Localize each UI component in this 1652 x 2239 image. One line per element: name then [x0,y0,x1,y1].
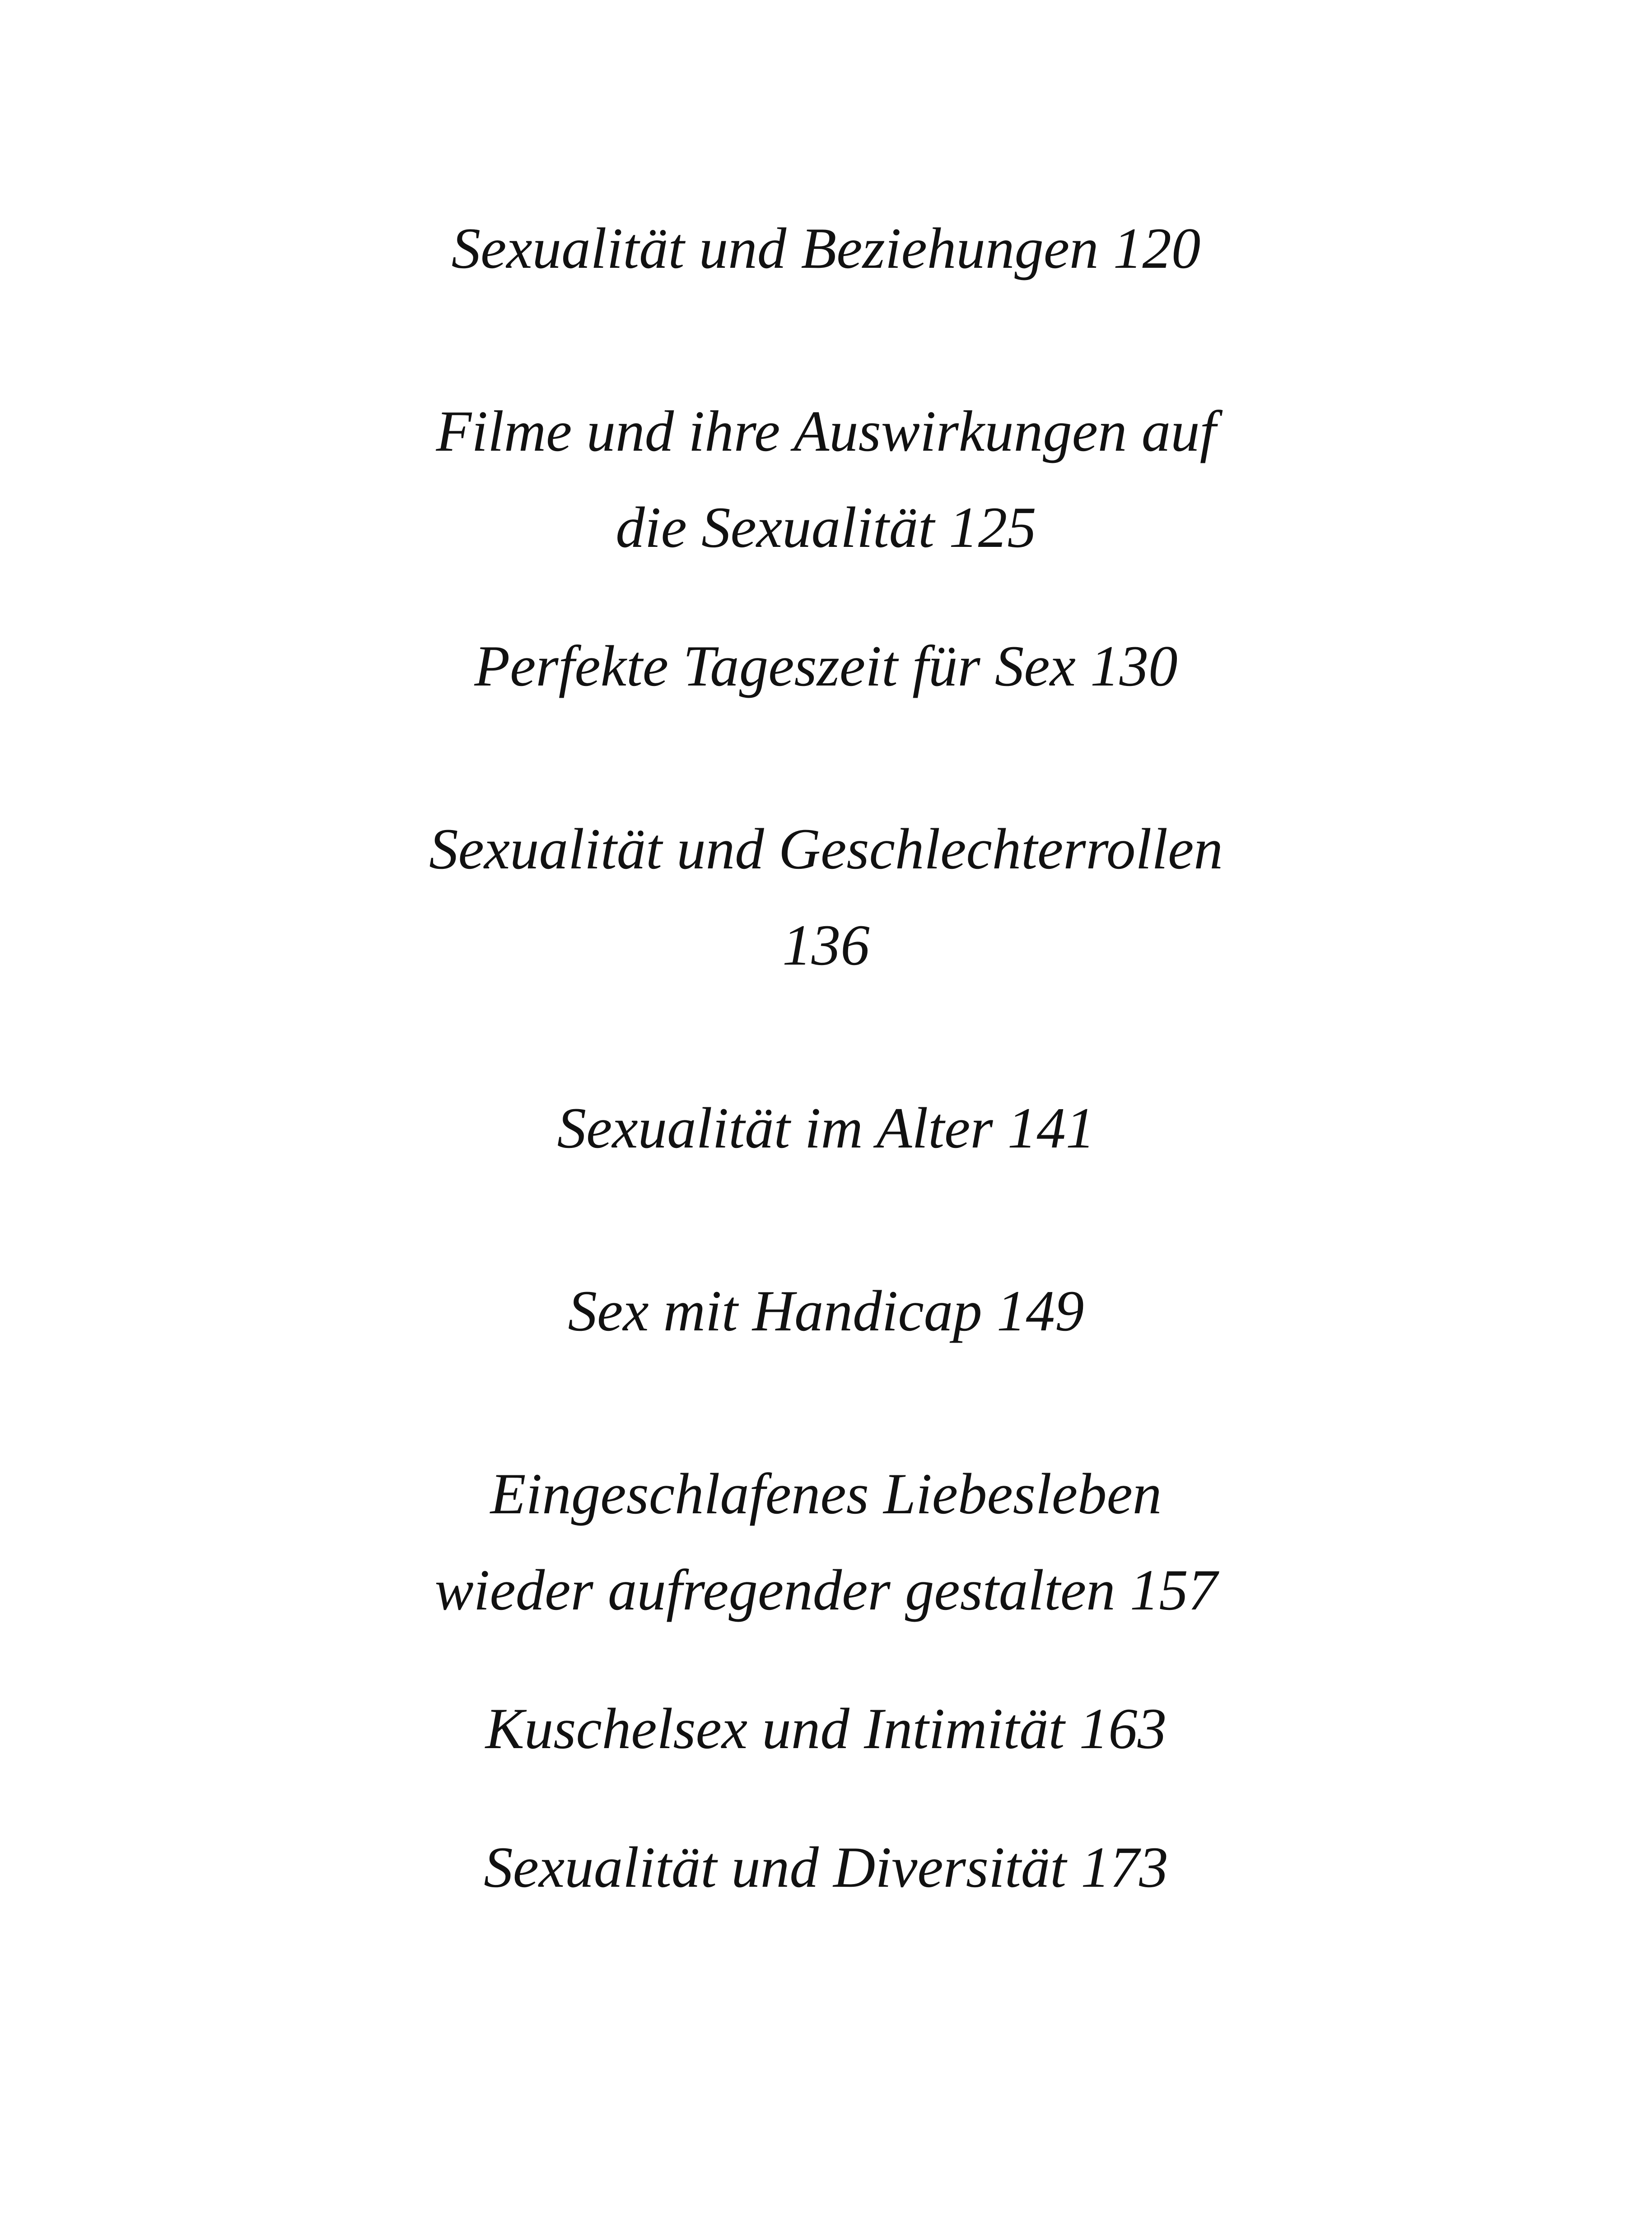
toc-entry-perfekte-tageszeit: Perfekte Tageszeit für Sex 130 [474,634,1178,698]
toc-entry-sex-mit-handicap: Sex mit Handicap 149 [568,1278,1084,1343]
toc-entry-sexualitaet-und-beziehungen: Sexualität und Beziehungen 120 [451,216,1201,280]
toc-entry-eingeschlafenes-liebesleben-line-2: wieder aufregender gestalten 157 [434,1558,1218,1622]
toc-entry-sexualitaet-im-alter: Sexualität im Alter 141 [557,1096,1095,1160]
toc-entry-eingeschlafenes-liebesleben-line-1: Eingeschlafenes Liebesleben [490,1461,1162,1526]
toc-entry-filme-und-ihre-auswirkungen-line-2: die Sexualität 125 [616,495,1036,560]
toc-entry-filme-und-ihre-auswirkungen-line-1: Filme und ihre Auswirkungen auf [436,399,1216,463]
toc-entry-sexualitaet-und-geschlechterrollen-line-1: Sexualität und Geschlechterrollen [429,816,1223,881]
toc-entry-sexualitaet-und-diversitaet: Sexualität und Diversität 173 [484,1835,1168,1899]
toc-entry-sexualitaet-und-geschlechterrollen-line-2: 136 [782,913,870,977]
toc-entry-kuschelsex-und-intimitaet: Kuschelsex und Intimität 163 [485,1696,1167,1761]
